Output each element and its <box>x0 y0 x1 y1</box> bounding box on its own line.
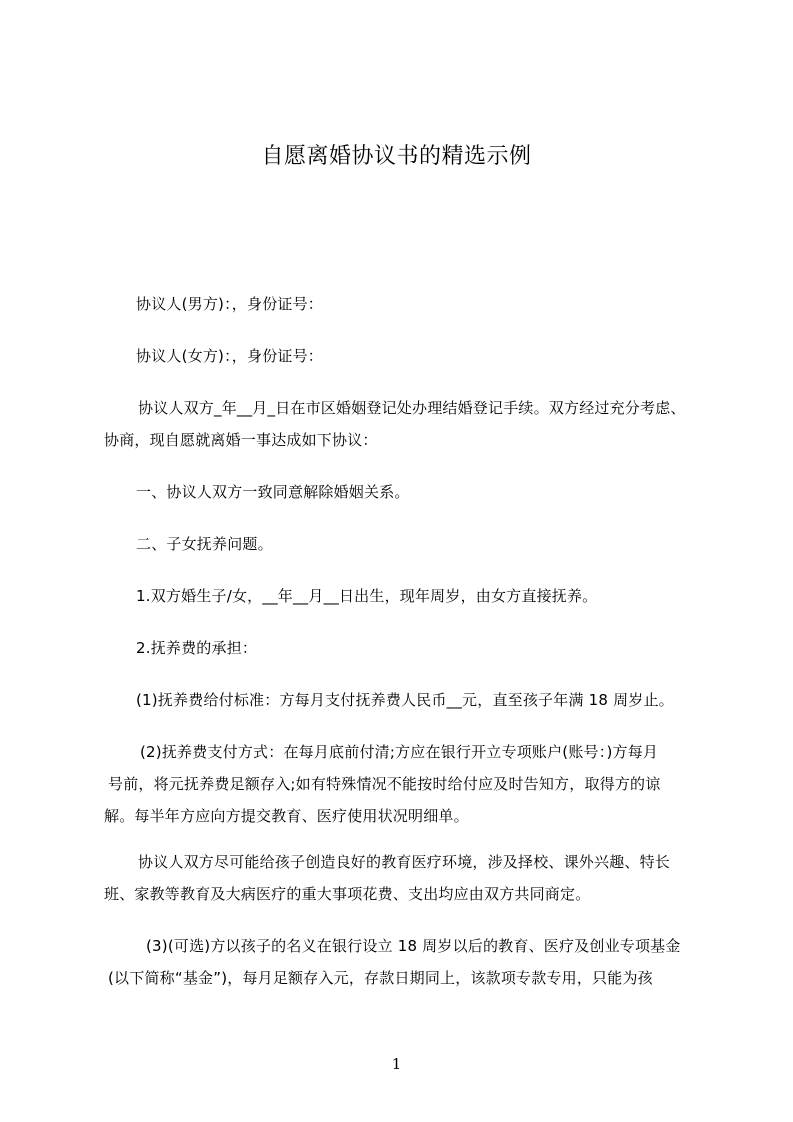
paragraph-female-party <box>104 340 696 372</box>
paragraph-marriage-registration <box>104 392 696 456</box>
text-line: 协议人双方尽可能给孩子创造良好的教育医疗环境，涉及择校、课外兴趣、特长 <box>138 853 671 871</box>
clause-1-dissolution <box>104 476 696 508</box>
text-line: 二、子女抚养问题。 <box>136 535 273 553</box>
text-line: 协议人(男方)：，身份证号： <box>136 295 324 313</box>
item-2-support-costs <box>104 632 696 664</box>
text-line: 解。每半年方应向方提交教育、医疗使用状况明细单。 <box>104 807 469 825</box>
text-line: 协议人(女方)：，身份证号： <box>136 347 324 365</box>
text-line: (2)抚养费支付方式：在每月底前付清;方应在银行开立专项账户(账号：)方每月 <box>140 743 659 761</box>
text-line: 班、家教等教育及大病医疗的重大事项花费、支出均应由双方共同商定。 <box>104 885 591 903</box>
text-line: (1)抚养费给付标准：方每月支付抚养费人民币__元，直至孩子年满 18 周岁止。 <box>136 691 674 709</box>
document-title: 自愿离婚协议书的精选示例 <box>261 144 532 169</box>
text-line: 一、协议人双方一致同意解除婚姻关系。 <box>136 483 410 501</box>
subitem-1-payment-standard <box>104 684 696 716</box>
clause-2-child-custody <box>104 528 696 560</box>
subitem-2-payment-method <box>104 736 696 832</box>
text-line: 2.抚养费的承担： <box>136 639 258 657</box>
text-line: (以下简称“基金”)，每月足额存入元，存款日期同上，该款项专款专用，只能为孩 <box>108 969 653 987</box>
page-number: 1 <box>391 1055 402 1073</box>
text-line: 号前，将元抚养费足额存入;如有特殊情况不能按时给付应及时告知方，取得方的谅 <box>108 775 661 793</box>
text-line: 协商，现自愿就离婚一事达成如下协议： <box>104 431 378 449</box>
text-line: 协议人双方_年__月_日在市区婚姻登记处办理结婚登记手续。双方经过充分考虑、 <box>138 399 686 417</box>
item-1-child-info <box>104 580 696 612</box>
paragraph-male-party <box>104 288 696 320</box>
text-line: 1.双方婚生子/女，__年__月__日出生，现年周岁，由女方直接抚养。 <box>136 587 598 605</box>
subitem-3-optional-fund <box>104 930 696 994</box>
text-line: (3)(可选)方以孩子的名义在银行设立 18 周岁以后的教育、医疗及创业专项基金 <box>146 937 681 955</box>
paragraph-education-medical <box>104 846 696 910</box>
